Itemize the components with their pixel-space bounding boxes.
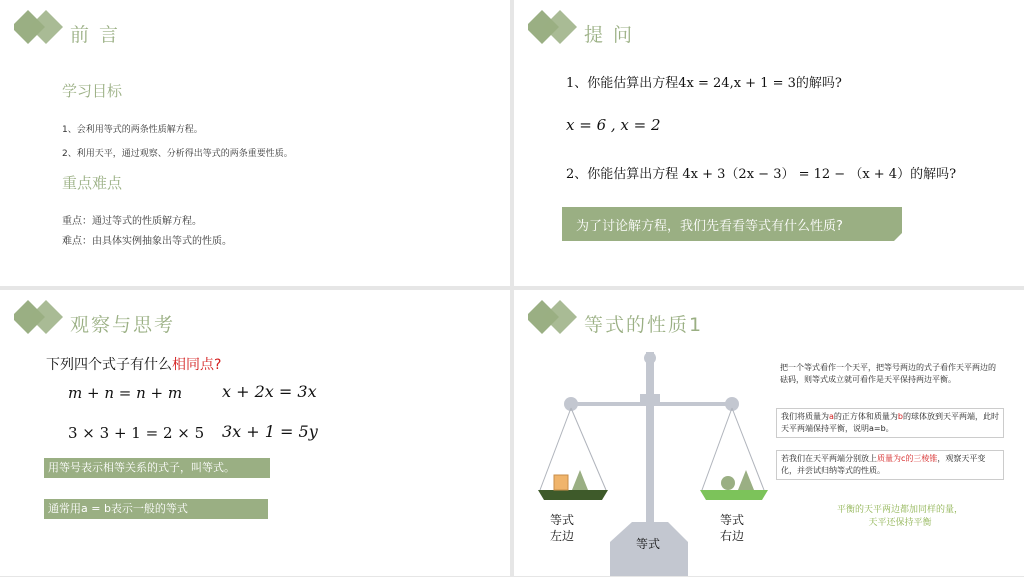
left-side-label [550,512,574,544]
equation: 3 × 3 + 1 = 2 × 5 [68,424,205,442]
prompt-text: 下列四个式子有什么 [46,357,172,373]
goal-heading: 学习目标 [62,82,123,100]
equation: x + 2x = 3x [222,382,317,401]
slide-title: 等式的性质1 [584,314,704,336]
prompt [46,354,221,374]
text-part: ，观察天平变化，并尝试归纳等式的性质。 [781,454,986,475]
slide-title: 观察与思考 [70,314,176,336]
base-label: 等式 [636,537,661,551]
note-line: 天平还保持平衡 [868,518,932,528]
equation: m + n = n + m [68,384,183,402]
banner [562,207,902,241]
note-line: 平衡的天平两边都加同样的量， [836,505,963,515]
key-heading: 重点难点 [62,174,123,192]
text-part: 我们将质量为 [781,412,829,421]
right-side-label [720,512,744,544]
left-label-line: 等式 [550,513,575,527]
goal-item: 1、会利用等式的两条性质解方程。 [62,125,203,135]
slide-observe[interactable] [0,290,510,576]
slide-title: 提 问 [584,24,635,46]
conclusion-note [810,504,990,530]
slide-preface[interactable] [0,0,510,286]
slide-property[interactable] [514,290,1024,576]
text-highlight: a [829,412,834,421]
question-1: 1、你能估算出方程4x = 24,x + 1 = 3的解吗? [566,76,842,91]
explanation-3 [776,450,1004,480]
explanation-2 [776,408,1004,438]
text-highlight: 质量为c的三棱锥 [877,454,938,463]
equation: 3x + 1 = 5y [222,422,318,441]
banner-text: 为了讨论解方程，我们先看看等式有什么性质? [576,219,843,234]
key-point: 重点：通过等式的性质解方程。 [62,216,202,227]
explanation-1: 把一个等式看作一个天平，把等号两边的式子看作天平两边的砝码，则等式成立就可看作是天平保持两边平衡。 [776,360,1006,388]
goal-item: 2、利用天平，通过观察、分析得出等式的两条重要性质。 [62,149,293,159]
diamond-logo-icon [14,10,64,44]
definition-bar: 用等号表示相等关系的式子，叫等式。 [44,458,270,478]
general-form-bar: 通常用a = b表示一般的等式 [44,499,268,519]
text-part: 的正方体和质量为 [833,412,898,421]
right-label-line: 右边 [720,529,745,543]
question-2: 2、你能估算出方程 4x + 3（2x − 3） = 12 − （x + 4）的解吗? [566,167,957,182]
diamond-logo-icon [528,10,578,44]
right-label-line: 等式 [720,513,745,527]
slide-title: 前 言 [70,24,121,46]
prompt-highlight: 相同点? [172,357,222,373]
answer-1: x = 6 , x = 2 [566,116,661,134]
text-part: 的球体放到天平两端，此时天平两端保持平衡，说明a=b。 [781,412,999,433]
text-highlight: b [897,412,903,421]
left-label-line: 左边 [550,529,575,543]
diamond-logo-icon [14,300,64,334]
text-part: 若我们在天平两端分别放上 [781,454,877,463]
key-point: 难点：由具体实例抽象出等式的性质。 [62,236,232,247]
slide-question[interactable] [514,0,1024,286]
